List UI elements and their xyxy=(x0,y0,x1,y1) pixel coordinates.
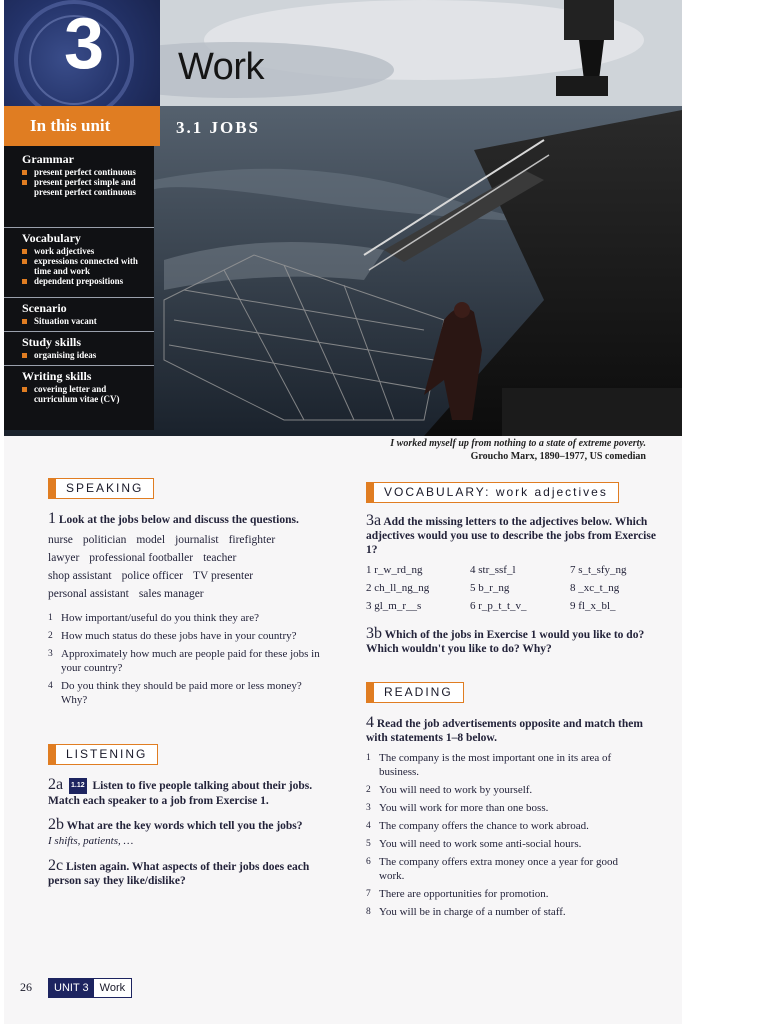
audio-track-icon: 1.12 xyxy=(69,778,87,794)
speaking-label: SPEAKING xyxy=(48,478,154,499)
gap-number: 8 xyxy=(570,582,576,594)
unit-section-title: Study skills xyxy=(22,335,82,349)
reading-label: READING xyxy=(366,682,464,703)
quote-author: Groucho Marx, 1890–1977, US comedian xyxy=(470,451,646,462)
gap-item xyxy=(366,597,421,615)
exercise-2a-instruction xyxy=(48,778,338,808)
job-word: model xyxy=(136,534,166,546)
statement-item xyxy=(366,783,644,797)
unit-title: Work xyxy=(178,46,264,88)
vocabulary-section xyxy=(366,514,656,656)
unit-section-item: present perfect continuous xyxy=(22,167,148,177)
gap-word: r_w_rd_ng xyxy=(374,564,423,576)
unit-section-title: Scenario xyxy=(22,301,67,315)
job-word: nurse xyxy=(48,534,73,546)
exercise-2b-example: I shifts, patients, … xyxy=(48,835,134,847)
gap-item xyxy=(570,561,627,579)
job-word: police officer xyxy=(121,570,183,582)
question-text: Approximately how much are people paid for these jobs in your country? xyxy=(61,648,320,674)
exercise-number: 2a xyxy=(48,776,64,793)
gap-number: 9 xyxy=(570,600,576,612)
exercise-text: Read the job advertisements opposite and match them with statements 1–8 below. xyxy=(366,718,643,744)
unit-section-item: work adjectives xyxy=(22,246,148,256)
gap-item xyxy=(366,579,429,597)
unit-section-item: Situation vacant xyxy=(22,316,148,326)
exercise-3a-instruction xyxy=(366,514,656,557)
footer-unit-label: UNIT 3 xyxy=(49,979,94,997)
statement-number: 8 xyxy=(366,907,371,917)
statement-text: You will work for more than one boss. xyxy=(379,802,549,814)
exercise-number: 3b xyxy=(366,625,382,642)
statement-item xyxy=(366,887,644,901)
exercise-number: 4 xyxy=(366,714,374,731)
question-text: Do you think they should be paid more or less money? Why? xyxy=(61,680,302,706)
quote-block xyxy=(390,437,646,463)
gap-number: 1 xyxy=(366,564,372,576)
statement-item xyxy=(366,855,644,883)
reading-statements xyxy=(366,751,644,919)
listening-label: LISTENING xyxy=(48,744,158,765)
footer-unit-name: Work xyxy=(94,979,131,997)
gap-number: 7 xyxy=(570,564,576,576)
exercise-number: 2c xyxy=(48,857,64,874)
reading-section xyxy=(366,716,656,923)
statement-text: You will need to work some anti-social hours. xyxy=(379,838,582,850)
job-word: sales manager xyxy=(138,588,204,600)
question-number: 1 xyxy=(48,613,53,623)
gap-number: 2 xyxy=(366,582,372,594)
statement-number: 7 xyxy=(366,889,371,899)
jobs-line xyxy=(48,585,338,603)
gap-item xyxy=(470,597,527,615)
gap-word: str_ssf_l xyxy=(478,564,516,576)
gap-word: _xc_t_ng xyxy=(578,582,620,594)
exercise-2c-instruction xyxy=(48,859,338,888)
exercise-4-instruction xyxy=(366,716,656,745)
unit-number-block xyxy=(4,0,160,106)
page-number: 26 xyxy=(20,980,32,994)
job-word: personal assistant xyxy=(48,588,129,600)
question-item xyxy=(48,611,328,625)
exercise-text: Which of the jobs in Exercise 1 would you like to do? Which wouldn't you like to do? Why? xyxy=(366,629,645,655)
question-text: How much status do these jobs have in your country? xyxy=(61,630,297,642)
unit-section-writing-skills xyxy=(4,366,154,430)
gap-number: 4 xyxy=(470,564,476,576)
statement-number: 1 xyxy=(366,753,371,763)
unit-section-item: covering letter and curriculum vitae (CV) xyxy=(22,384,148,404)
textbook-page xyxy=(4,0,682,1024)
jobs-line xyxy=(48,549,338,567)
quote-text: I worked myself up from nothing to a state of extreme poverty. xyxy=(390,438,646,449)
question-item xyxy=(48,679,328,707)
statement-text: The company offers extra money once a year for good work. xyxy=(379,856,618,882)
question-number: 2 xyxy=(48,631,53,641)
statement-number: 6 xyxy=(366,857,371,867)
unit-section-title: Grammar xyxy=(22,152,74,166)
question-text: How important/useful do you think they are? xyxy=(61,612,259,624)
job-word: teacher xyxy=(203,552,237,564)
footer-unit-tag xyxy=(48,978,132,998)
question-item xyxy=(48,647,328,675)
job-word: lawyer xyxy=(48,552,80,564)
job-word: shop assistant xyxy=(48,570,112,582)
statement-item xyxy=(366,837,644,851)
exercise-number: 1 xyxy=(48,510,56,527)
statement-item xyxy=(366,751,644,779)
gap-number: 5 xyxy=(470,582,476,594)
gap-number: 6 xyxy=(470,600,476,612)
job-word: professional footballer xyxy=(89,552,194,564)
statement-number: 5 xyxy=(366,839,371,849)
in-this-unit-heading: In this unit xyxy=(4,106,160,146)
gap-item xyxy=(366,561,423,579)
job-word: firefighter xyxy=(228,534,276,546)
unit-section-title: Writing skills xyxy=(22,369,92,383)
gap-item xyxy=(570,597,616,615)
gap-item xyxy=(470,561,516,579)
statement-number: 3 xyxy=(366,803,371,813)
exercise-3b-instruction xyxy=(366,627,656,656)
exercise-text: Add the missing letters to the adjectives below. Which adjectives would you use to describe the jobs from Exercise 1? xyxy=(366,516,656,556)
statement-text: You will be in charge of a number of staff. xyxy=(379,906,566,918)
statement-text: The company offers the chance to work abroad. xyxy=(379,820,589,832)
question-number: 4 xyxy=(48,681,53,691)
exercise-number: 3a xyxy=(366,512,382,529)
listening-section xyxy=(48,778,338,888)
unit-section-item: organising ideas xyxy=(22,350,148,360)
jobs-line xyxy=(48,567,338,585)
unit-section-scenario xyxy=(4,298,154,332)
statement-item xyxy=(366,905,644,919)
unit-section-study-skills xyxy=(4,332,154,366)
unit-section-grammar xyxy=(4,146,154,228)
statement-item xyxy=(366,801,644,815)
statement-text: There are opportunities for promotion. xyxy=(379,888,549,900)
statement-text: The company is the most important one in its area of business. xyxy=(379,752,612,778)
jobs-line xyxy=(48,531,338,549)
question-item xyxy=(48,629,328,643)
unit-contents-list xyxy=(4,146,154,430)
unit-section-item: present perfect simple and present perfect continuous xyxy=(22,177,148,197)
gap-item xyxy=(570,579,619,597)
gap-word: ch_ll_ng_ng xyxy=(374,582,430,594)
exercise-number: 2b xyxy=(48,816,64,833)
speaking-section xyxy=(48,512,338,711)
gap-word: fl_x_bl_ xyxy=(578,600,616,612)
gap-word: s_t_sfy_ng xyxy=(578,564,627,576)
gap-word: b_r_ng xyxy=(478,582,510,594)
gap-word: r_p_t_t_v_ xyxy=(478,600,527,612)
gap-item xyxy=(470,579,509,597)
adjective-gap-list xyxy=(366,561,656,617)
statement-number: 2 xyxy=(366,785,371,795)
gap-number: 3 xyxy=(366,600,372,612)
exercise-text: What are the key words which tell you the jobs? xyxy=(66,820,303,832)
unit-section-item: dependent prepositions xyxy=(22,276,148,286)
gap-word: gl_m_r__s xyxy=(374,600,422,612)
job-word: journalist xyxy=(175,534,219,546)
statement-text: You will need to work by yourself. xyxy=(379,784,533,796)
jobs-word-list xyxy=(48,531,338,603)
unit-section-title: Vocabulary xyxy=(22,231,81,245)
job-word: politician xyxy=(82,534,127,546)
job-word: TV presenter xyxy=(193,570,254,582)
section-title: 3.1 JOBS xyxy=(176,118,261,137)
exercise-text: Listen to five people talking about their jobs. Match each speaker to a job from Exercise 1. xyxy=(48,780,313,807)
unit-section-item: expressions connected with time and work xyxy=(22,256,148,276)
exercise-text: Look at the jobs below and discuss the questions. xyxy=(58,514,299,526)
unit-section-vocabulary xyxy=(4,228,154,298)
vocabulary-label: VOCABULARY: work adjectives xyxy=(366,482,619,503)
exercise-2b-instruction xyxy=(48,818,338,833)
exercise-text: Listen again. What aspects of their jobs does each person say they like/dislike? xyxy=(48,861,310,887)
statement-number: 4 xyxy=(366,821,371,831)
statement-item xyxy=(366,819,644,833)
discussion-questions xyxy=(48,611,328,707)
question-number: 3 xyxy=(48,649,53,659)
exercise-1-instruction xyxy=(48,512,338,527)
unit-number: 3 xyxy=(64,4,105,84)
